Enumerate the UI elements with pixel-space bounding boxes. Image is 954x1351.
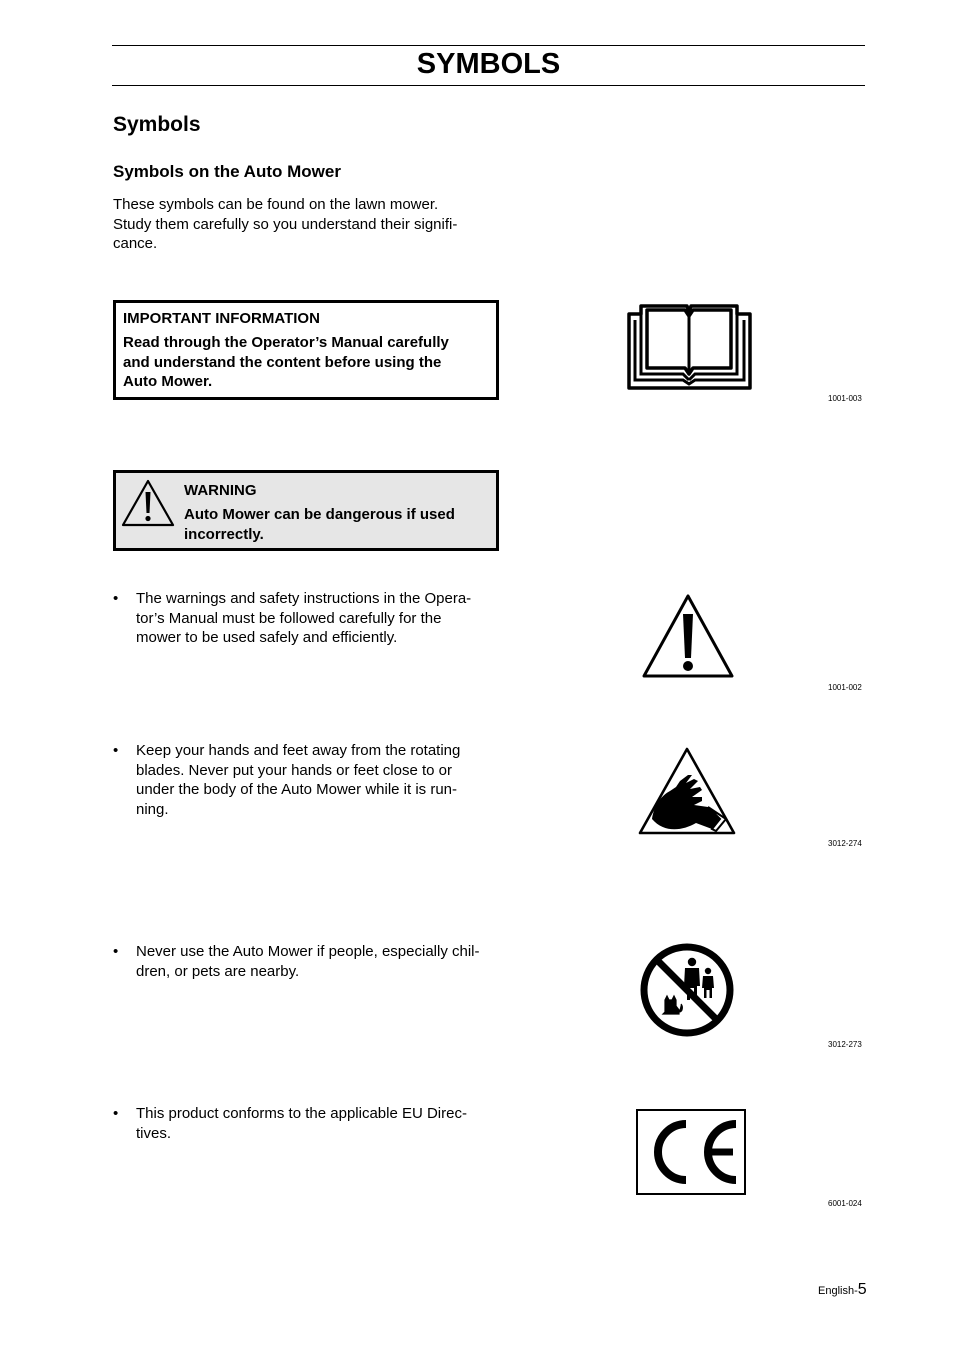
page-title: SYMBOLS [416, 48, 561, 80]
figure-code-hand: 3012-274 [828, 839, 862, 848]
bullet-text: This product conforms to the applicable EU Direc- tives. [136, 1105, 467, 1142]
bullet-text: Keep your hands and feet away from the rotating blades. Never put your hands or feet close to or under the body of the Auto Mower while it is run- ning. [136, 742, 461, 818]
bullet-marker: • [113, 742, 119, 759]
section-subtitle: Symbols on the Auto Mower [113, 162, 341, 181]
warning-triangle-icon [120, 478, 176, 528]
bullet-marker: • [113, 943, 119, 960]
ce-mark-icon [636, 1109, 746, 1195]
important-info-heading: IMPORTANT INFORMATION [123, 310, 320, 327]
figure-code-warning: 1001-002 [828, 683, 862, 692]
bullet-text: The warnings and safety instructions in the Opera- tor’s Manual must be followed carefully for the mower to be used safely and efficiently. [136, 590, 472, 647]
figure-code-ce: 6001-024 [828, 1199, 862, 1208]
hand-blade-hazard-icon [636, 745, 738, 837]
warning-text: Auto Mower can be dangerous if used incorrectly. [184, 506, 455, 543]
important-info-text: Read through the Operator’s Manual carefully and understand the content before using the Auto Mower. [123, 334, 449, 391]
warning-box [113, 470, 499, 551]
bullet-text: Never use the Auto Mower if people, especially chil- dren, or pets are nearby. [136, 943, 480, 980]
section-title: Symbols [113, 113, 201, 136]
figure-code-no-people: 3012-273 [828, 1040, 862, 1049]
bullet-marker: • [113, 1105, 119, 1122]
no-people-pets-icon [639, 942, 735, 1038]
footer-language: English- [818, 1285, 858, 1297]
important-info-box [113, 300, 499, 400]
bullet-marker: • [113, 590, 119, 607]
page-footer [818, 1281, 867, 1299]
figure-code-book: 1001-003 [828, 394, 862, 403]
warning-triangle-icon [640, 592, 736, 680]
header-rule-bottom [112, 85, 865, 86]
page-number: 5 [857, 1281, 867, 1298]
warning-heading: WARNING [184, 482, 257, 499]
open-book-icon [627, 300, 752, 390]
intro-paragraph: These symbols can be found on the lawn mower. Study them carefully so you understand their signifi- cance. [113, 196, 458, 253]
